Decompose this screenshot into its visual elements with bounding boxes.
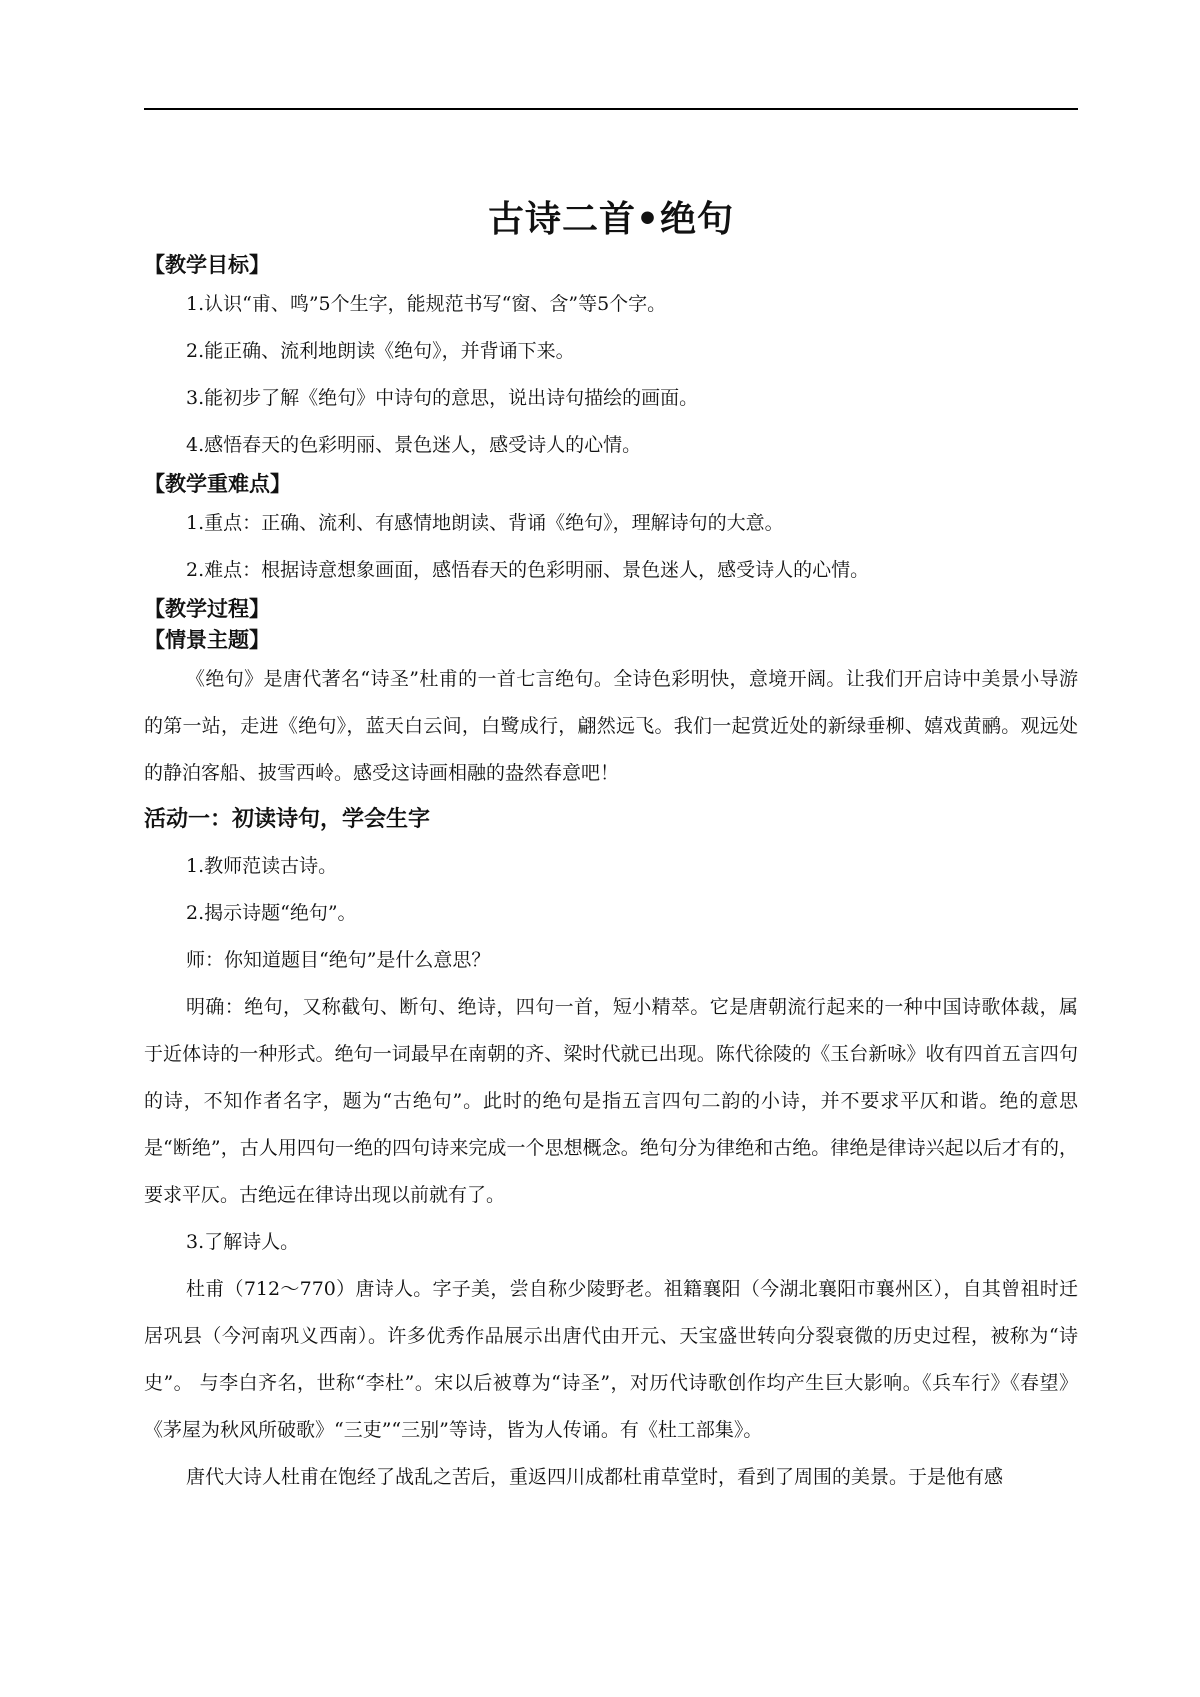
goal-item: 4.感悟春天的色彩明丽、景色迷人，感受诗人的心情。	[186, 434, 642, 456]
goal-item: 1.认识“甫、鸣”5个生字，能规范书写“窗、含”等5个字。	[186, 293, 667, 315]
goal-item: 2.能正确、流利地朗读《绝句》，并背诵下来。	[186, 340, 575, 362]
activity-paragraph: 明确：绝句，又称截句、断句、绝诗，四句一首，短小精萃。它是唐朝流行起来的一种中国诗歌体裁，属于近体诗的一种形式。绝句一词最早在南朝的齐、梁时代就已出现。陈代徐陵的《玉台新咏》收有四首五言四句的诗，不知作者名字，题为“古绝句”。此时的绝句是指五言四句二韵的小诗，并不要求平仄和谐。绝的意思是“断绝”，古人用四句一绝的四句诗来完成一个思想概念。绝句分为律绝和古绝。律绝是律诗兴起以后才有的，要求平仄。古绝远在律诗出现以前就有了。	[144, 996, 1078, 1206]
scene-heading: 【情景主题】	[144, 628, 270, 652]
activity-heading: 活动一：初读诗句，学会生字	[144, 807, 431, 832]
key-point-item: 2.难点：根据诗意想象画面，感悟春天的色彩明丽、景色迷人，感受诗人的心情。	[186, 559, 870, 581]
process-heading: 【教学过程】	[144, 597, 270, 621]
document-body	[144, 190, 1078, 1501]
page-title: 古诗二首•绝句	[487, 199, 734, 240]
key-point-item: 1.重点：正确、流利、有感情地朗读、背诵《绝句》，理解诗句的大意。	[186, 512, 784, 534]
header-rule	[144, 108, 1078, 110]
goals-heading: 【教学目标】	[144, 253, 270, 277]
activity-paragraph: 师：你知道题目“绝句”是什么意思？	[186, 949, 491, 971]
activity-paragraph: 2.揭示诗题“绝句”。	[186, 902, 357, 924]
goal-item: 3.能初步了解《绝句》中诗句的意思，说出诗句描绘的画面。	[186, 387, 699, 409]
activity-paragraph: 杜甫（712～770）唐诗人。字子美，尝自称少陵野老。祖籍襄阳（今湖北襄阳市襄州区），自其曾祖时迁居巩县（今河南巩义西南）。许多优秀作品展示出唐代由开元、天宝盛世转向分裂衰微的历史过程，被称为“诗史”。 与李白齐名，世称“李杜”。宋以后被尊为“诗圣”，对历代诗歌创作均产生巨大影响。《兵车行》《春望》《茅屋为秋风所破歌》“三吏”“三别”等诗，皆为人传诵。有《杜工部集》。	[144, 1278, 1078, 1441]
scene-paragraph: 《绝句》是唐代著名“诗圣”杜甫的一首七言绝句。全诗色彩明快，意境开阔。让我们开启诗中美景小导游的第一站，走进《绝句》，蓝天白云间，白鹭成行，翩然远飞。我们一起赏近处的新绿垂柳、嬉戏黄鹂。观远处的静泊客船、披雪西岭。感受这诗画相融的盎然春意吧！	[144, 668, 1078, 784]
activity-paragraph: 唐代大诗人杜甫在饱经了战乱之苦后，重返四川成都杜甫草堂时，看到了周围的美景。于是他有感	[186, 1466, 1004, 1488]
key-points-heading: 【教学重难点】	[144, 472, 291, 496]
activity-paragraph: 3.了解诗人。	[186, 1231, 300, 1253]
activity-paragraph: 1.教师范读古诗。	[186, 855, 338, 877]
